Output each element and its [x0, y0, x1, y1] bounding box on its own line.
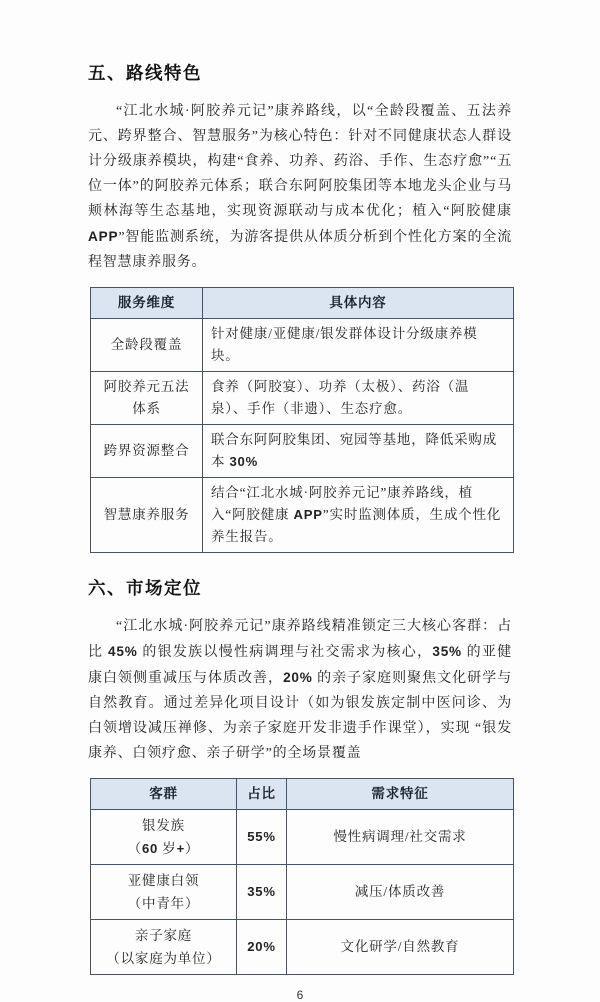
cell-needs: 减压/体质改善 — [287, 865, 514, 920]
group-qualifier: （中青年） — [127, 896, 200, 911]
section6-paragraph: “江北水城·阿胶养元记”康养路线精准锁定三大核心客群：占比 45% 的银发族以慢性病调理与社交需求为核心，35% 的亚健康白领侧重减压与体质改善，20% 的亲子家庭则聚焦文化研学与自然教育。通过差异化项目设计（如为银发族定制中医问诊、为白领增设减压禅修、为亲子家庭开发非遗手作课堂），实现 “银发康养、白领疗愈、亲子研学”的全场景覆盖 — [88, 619, 513, 761]
cell-dimension: 智慧康养服务 — [91, 478, 203, 553]
table-row — [91, 319, 514, 372]
latin-run: + — [176, 841, 186, 856]
section6-heading: 六、市场定位 — [88, 578, 202, 598]
table-row — [91, 865, 514, 920]
cell-content: 结合“江北水城·阿胶养元记”康养路线，植入“阿胶健康 APP”实时监测体质，生成个性化养生报告。 — [203, 478, 514, 553]
market-positioning-table — [90, 778, 514, 975]
table-row — [91, 425, 514, 478]
section5-paragraph: “江北水城·阿胶养元记”康养路线，以“全龄段覆盖、五法养元、跨界整合、智慧服务”为核心特色：针对不同健康状态人群设计分级康养模块，构建“食养、功养、药浴、手作、生态疗愈”“五位一体”的阿胶养元体系；联合东阿阿胶集团等本地龙头企业与马颊林海等生态基地，实现资源联动与成本优化；植入“阿胶健康 APP”智能监测系统，为游客提供从体质分析到个性化方案的全流程智慧康养服务。 — [88, 104, 512, 270]
cell-share — [237, 865, 287, 920]
header-specific-content: 具体内容 — [203, 288, 514, 319]
header-service-dimension: 服务维度 — [91, 288, 203, 319]
latin-run: 45% — [108, 644, 138, 659]
group-qualifier: （以家庭为单位） — [106, 951, 221, 966]
latin-run: APP — [88, 229, 119, 244]
cell-group — [91, 810, 237, 865]
table-row — [91, 372, 514, 425]
latin-run: 20% — [283, 670, 313, 685]
table-row — [91, 920, 514, 975]
latin-run: 55% — [247, 829, 276, 844]
cell-share — [237, 920, 287, 975]
cell-content: 针对健康/亚健康/银发群体设计分级康养模块。 — [203, 319, 514, 372]
table-row — [91, 478, 514, 553]
section5-heading: 五、路线特色 — [88, 63, 202, 83]
group-name: 亲子家庭 — [134, 928, 193, 943]
latin-run: 20% — [247, 939, 276, 954]
header-customer-group: 客群 — [91, 779, 237, 810]
group-qualifier: （60 岁+） — [127, 841, 200, 856]
cell-content: 食养（阿胶宴）、功养（太极）、药浴（温泉）、手作（非遗）、生态疗愈。 — [203, 372, 514, 425]
cell-needs: 文化研学/自然教育 — [287, 920, 514, 975]
group-name: 亚健康白领 — [127, 873, 200, 888]
table-header-row — [91, 288, 514, 319]
cell-share — [237, 810, 287, 865]
cell-dimension: 跨界资源整合 — [91, 425, 203, 478]
table-row — [91, 810, 514, 865]
latin-run: 35% — [432, 644, 462, 659]
page-number: 6 — [296, 988, 304, 1002]
table-header-row — [91, 779, 514, 810]
latin-run: APP — [293, 507, 323, 522]
latin-run: 35% — [247, 884, 276, 899]
cell-needs: 慢性病调理/社交需求 — [287, 810, 514, 865]
cell-dimension: 阿胶养元五法体系 — [91, 372, 203, 425]
latin-run: 60 — [141, 841, 159, 856]
header-needs: 需求特征 — [287, 779, 514, 810]
header-share: 占比 — [237, 779, 287, 810]
cell-group — [91, 920, 237, 975]
cell-content: 联合东阿阿胶集团、宛园等基地，降低采购成本 30% — [203, 425, 514, 478]
cell-group — [91, 865, 237, 920]
latin-run: 30% — [229, 454, 259, 469]
group-name: 银发族 — [142, 818, 185, 833]
cell-dimension: 全龄段覆盖 — [91, 319, 203, 372]
service-features-table — [90, 287, 514, 553]
